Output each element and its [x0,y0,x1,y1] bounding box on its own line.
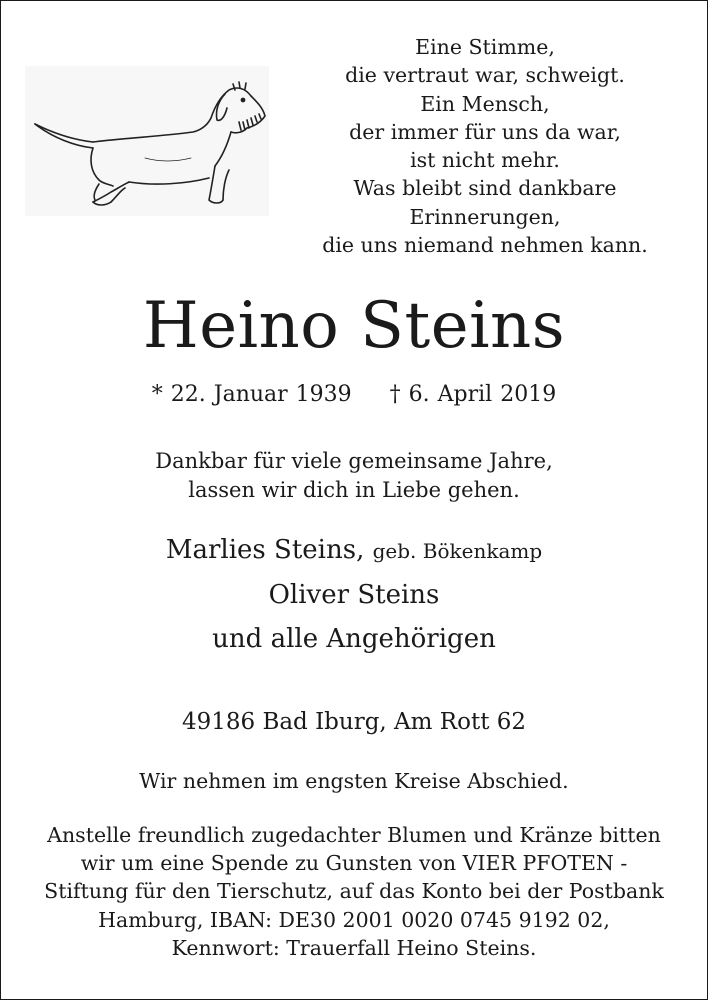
farewell-note: Wir nehmen im engsten Kreise Abschied. [139,769,569,793]
birth-date: * 22. Januar 1939 [151,382,352,407]
poem-line: die vertraut war, schweigt. [345,63,625,88]
poem-line: die uns niemand nehmen kann. [322,233,648,258]
life-dates [0,380,708,410]
donation-line: Hamburg, IBAN: DE30 2001 0020 0745 9192 02, [98,907,610,932]
poem-line: Erinnerungen, [409,204,561,229]
thanks-line: lassen wir dich in Liebe gehen. [188,478,520,502]
mourner-marlies [0,528,708,573]
poem-line: Ein Mensch, [420,91,550,116]
donation-line: wir um eine Spende zu Gunsten von VIER PFOTEN - [80,851,628,876]
address: 49186 Bad Iburg, Am Rott 62 [181,709,527,735]
mourner-name: Marlies Steins, [165,535,365,565]
poem [290,33,680,259]
poem-line: ist nicht mehr. [410,148,560,173]
thanks-text [0,447,708,505]
mourner-oliver: Oliver Steins [268,580,440,610]
poem-line: Was bleibt sind dankbare [353,176,617,201]
donation-line: Anstelle freundlich zugedachter Blumen und Kränze bitten [47,823,661,847]
poem-line: Eine Stimme, [415,35,555,59]
death-date: † 6. April 2019 [389,382,557,407]
deceased-name: Heino Steins [142,289,566,363]
dachshund-drawing-icon [25,66,269,216]
donation-line: Stiftung für den Tierschutz, auf das Konto bei der Postbank [44,879,664,904]
mourners [0,528,708,661]
maiden-name-note: geb. Bökenkamp [372,539,543,563]
poem-line: der immer für uns da war, [349,119,621,144]
donation-line: Kennwort: Trauerfall Heino Steins. [171,935,537,960]
thanks-line: Dankbar für viele gemeinsame Jahre, [155,449,553,473]
donation-note [0,821,708,962]
mourner-relatives: und alle Angehörigen [212,624,496,654]
